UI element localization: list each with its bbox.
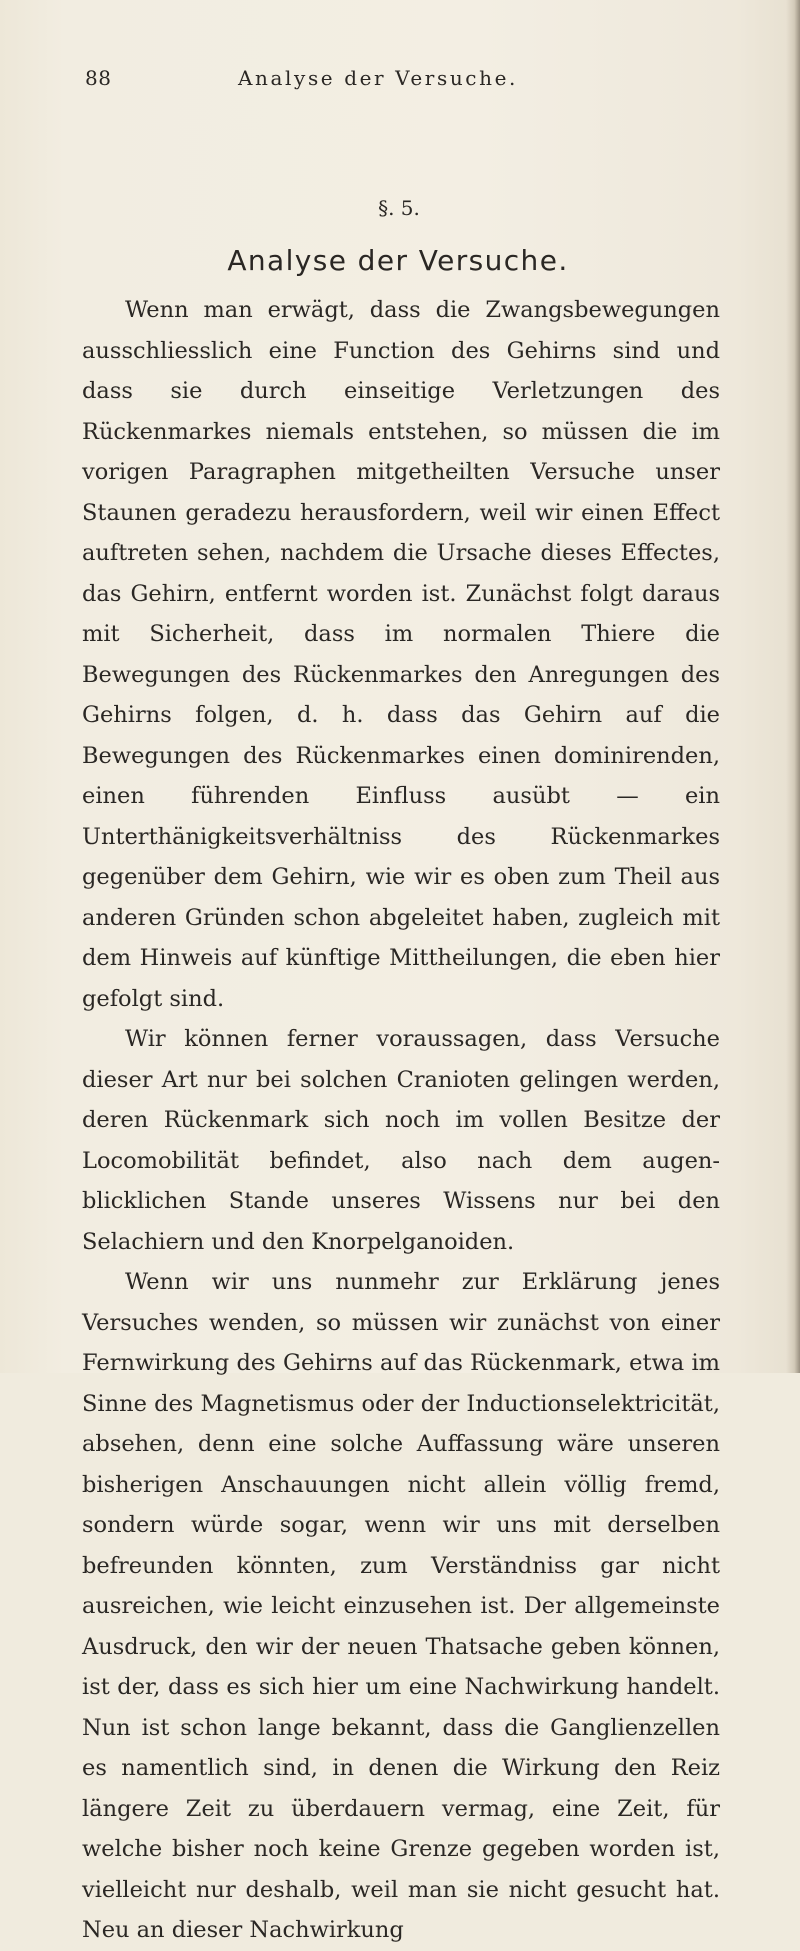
paragraph: Wenn wir uns nunmehr zur Erklärung jenes Versuches wenden, so müssen wir zunächst von einer Fernwirkung des Gehirns auf das Rückenmark, etwa im Sinne des Magnetismus oder der Inductionselektricität, absehen, denn eine solche Auffassung wäre unseren bisherigen Anschauungen nicht allein völlig fremd, sondern würde sogar, wenn wir uns mit derselben befreunden könnten, zum Verständniss gar nicht ausreichen, wie leicht einzusehen ist. Der allgemeinste Ausdruck, den wir der neuen Thatsache geben können, ist der, dass es sich hier um eine Nachwirkung handelt. Nun ist schon lange bekannt, dass die Ganglienzellen es namentlich sind, in denen die Wirkung den Reiz längere Zeit zu überdauern vermag, eine Zeit, für welche bisher noch keine Grenze gegeben worden ist, vielleicht nur deshalb, weil man sie nicht gesucht hat. Neu an dieser Nachwirkung	[82, 1269, 720, 1943]
section-title: Analyse der Versuche.	[227, 244, 569, 277]
section-number: §. 5.	[378, 196, 420, 220]
page-number: 88	[85, 66, 112, 90]
paragraph: Wenn man erwägt, dass die Zwangsbewegungen ausschliesslich eine Function des Gehirns sind und dass sie durch einseitige Verletzungen des Rückenmarkes niemals entstehen, so müssen die im vorigen Paragraphen mitgetheilten Versuche unser Staunen geradezu herausfordern, weil wir einen Effect auftreten sehen, nachdem die Ursache dieses Effectes, das Gehirn, entfernt worden ist. Zunächst folgt daraus mit Sicherheit, dass im normalen Thiere die Bewegungen des Rückenmarkes den Anregungen des Gehirns folgen, d. h. dass das Gehirn auf die Bewegungen des Rückenmarkes einen dominirenden, einen führenden Einfluss ausübt — ein Unterthänigkeitsverhältniss des Rückenmarkes gegenüber dem Gehirn, wie wir es oben zum Theil aus anderen Gründen schon abgeleitet haben, zugleich mit dem Hinweis auf künftige Mittheilungen, die eben hier gefolgt sind.	[82, 297, 720, 1012]
running-head-title: Analyse der Versuche.	[238, 66, 518, 90]
body-text	[82, 290, 720, 1951]
paragraph: Wir können ferner voraussagen, dass Versuche dieser Art nur bei solchen Cranioten gelingen werden, deren Rückenmark sich noch im vollen Besitze der Locomobilität befindet, also nach dem augenblicklichen Stande unseres Wissens nur bei den Selachiern und den Knorpelganoiden.	[82, 1026, 720, 1255]
running-head	[0, 66, 800, 106]
